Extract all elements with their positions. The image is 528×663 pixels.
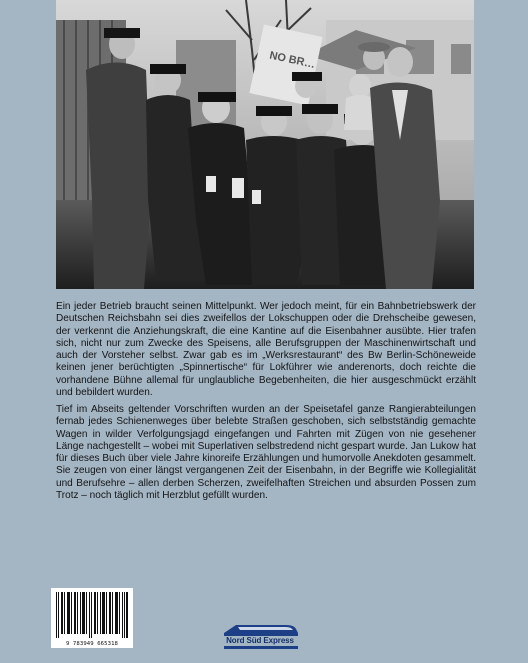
blurb-text	[56, 301, 476, 507]
railway-workers-photo	[56, 0, 474, 289]
blurb-paragraph-1: Ein jeder Betrieb braucht seinen Mittelpunkt. Wer jedoch meint, für ein Bahnbetriebswerk der Deutschen Reichsbahn sei dies zweifellos der Lokschuppen oder die Drehscheibe gewesen, der verkennt die Anziehungskraft, die eine Kantine auf die Eisenbahner ausübte. Hier trafen sich, nicht nur zum Zwecke des Speisens, alle Berufsgruppen der Maschinenwirtschaft und auch der Vorsteher selbst. Zwar gab es im „Werksrestaurant“ des Bw Berlin-Schöneweide keinen jener berüchtigten „Spinnertische“ für Lokführer wie anderenorts, doch reichte die vorhandene Bühne allemal für unglaubliche Begebenheiten, die hier ausgeschmückt erzählt und bebildert wurden.	[56, 301, 476, 398]
blurb-paragraph-2: Tief im Abseits geltender Vorschriften wurden an der Speisetafel ganze Rangierabteilungen fernab jedes Schienenweges über belebte Straßen geschoben, sich selbstständig gemachte Wagen in wilder Verfolgungsjagd eingefangen und Fahrten mit Zügen von nie gesehener Länge nachgestellt – wobei mit Superlativen selbstredend nicht gespart wurde. Jan Lukow hat für dieses Buch über viele Jahre kinoreife Erzählungen und humorvolle Anekdoten gesammelt. Sie zeugen von einer längst vergangenen Zeit der Eisenbahn, in der Begriffe wie Kollegialität und Berufsehre – allen derben Scherzen, zweifelhaften Streichen und absurden Possen zum Trotz – noch täglich mit Herzblut gefüllt wurden.	[56, 404, 476, 501]
publisher-logo	[220, 619, 300, 655]
sign-text: NO BR…	[268, 49, 317, 71]
isbn-number: 9 783949 665318	[65, 641, 119, 647]
barcode-bars	[51, 588, 133, 640]
cover-photo	[56, 0, 474, 289]
publisher-name: Nord Süd Express	[226, 636, 294, 645]
isbn-barcode	[51, 588, 133, 648]
